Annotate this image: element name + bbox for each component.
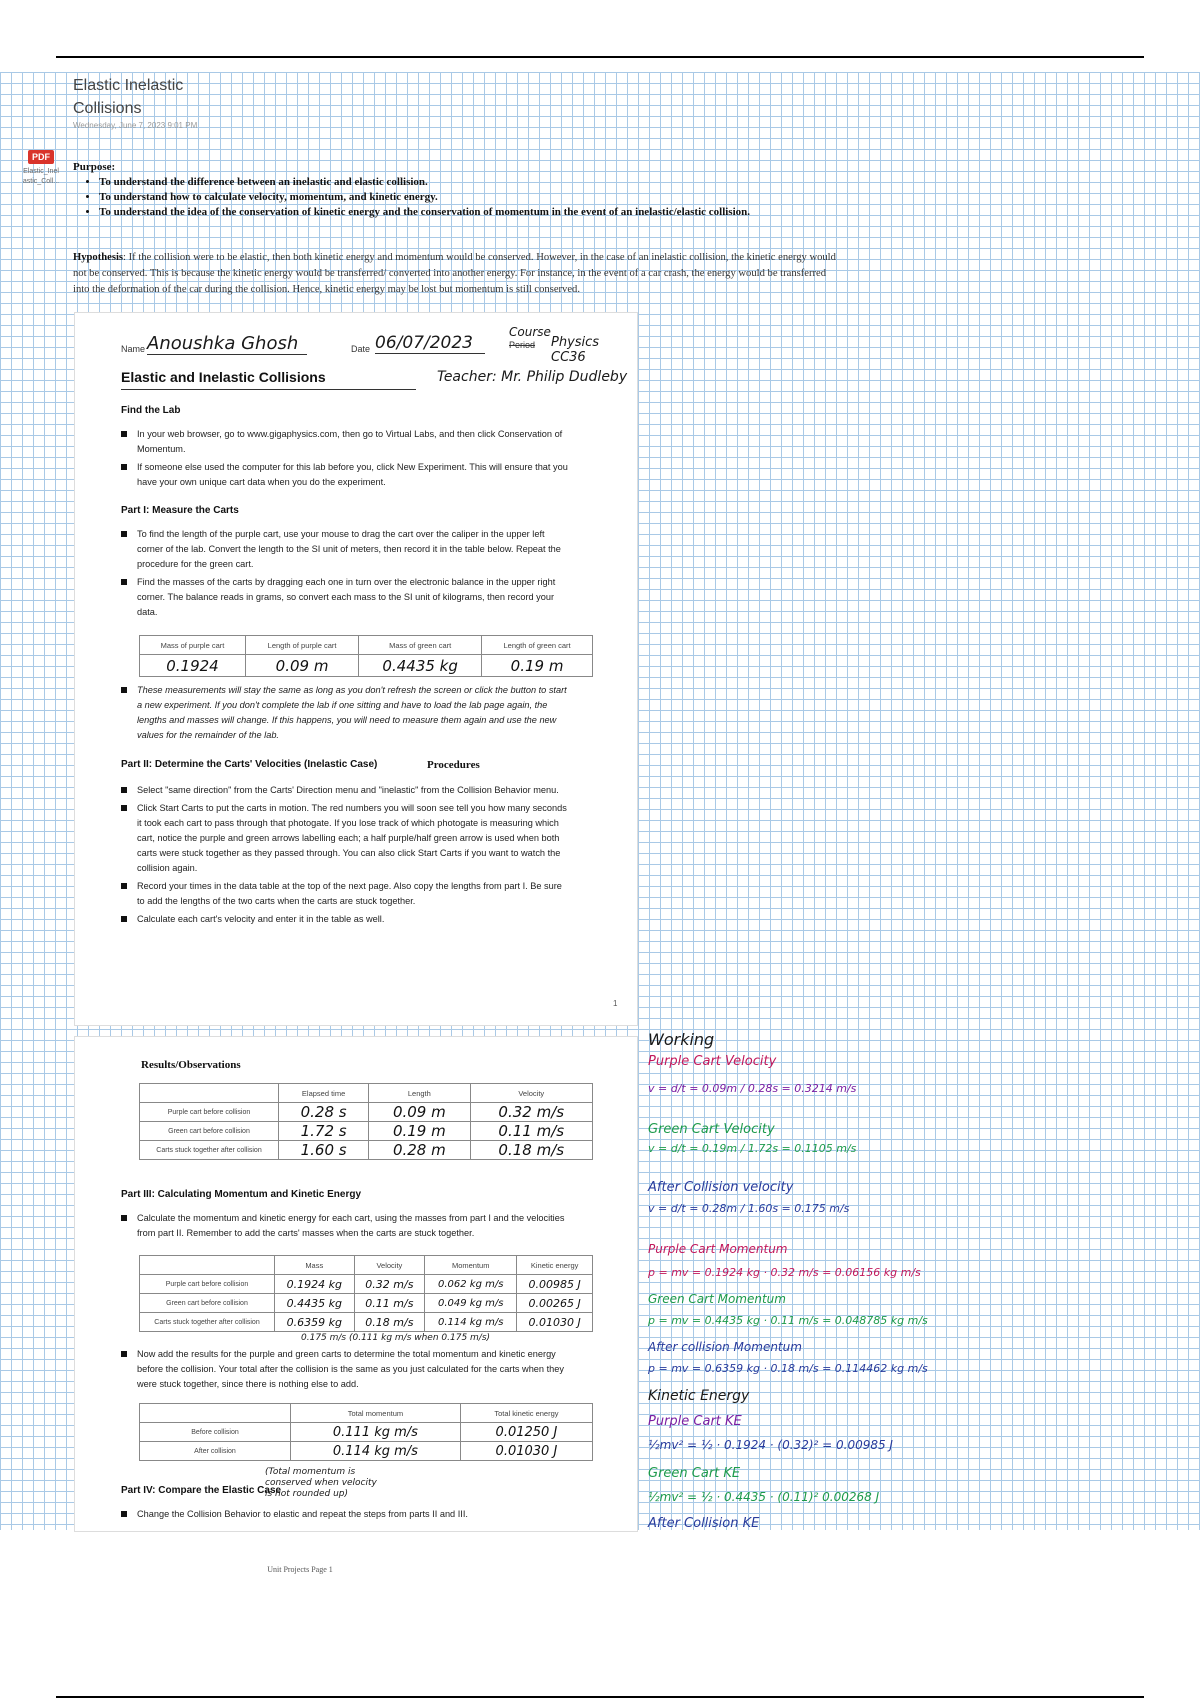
column-header	[140, 1256, 275, 1275]
working-line: p = mv = 0.1924 kg · 0.32 m/s = 0.06156 kg m/s	[648, 1266, 921, 1279]
table-cell: 0.01030 J	[517, 1313, 593, 1332]
table-cell: 0.111 kg m/s	[291, 1423, 461, 1442]
results-table	[139, 1083, 593, 1160]
table-cell: 0.19 m	[482, 655, 593, 677]
find-lab-heading: Find the Lab	[121, 405, 181, 416]
part2-heading: Part II: Determine the Carts' Velocities (Inelastic Case)	[121, 759, 378, 770]
column-header	[140, 1404, 291, 1423]
table-cell: 0.01250 J	[460, 1423, 592, 1442]
table-row	[140, 1275, 593, 1294]
working-line: ½mv² = ½ · 0.4435 · (0.11)² 0.00268 J	[648, 1490, 880, 1504]
page-footer: Unit Projects Page 1	[267, 1565, 333, 1574]
table-cell: 0.11 m/s	[470, 1122, 592, 1141]
column-header	[140, 1084, 279, 1103]
purpose-section	[73, 160, 833, 220]
bottom-rule	[56, 1696, 1144, 1698]
course-value: Physics CC36	[551, 335, 600, 365]
table-cell: 0.4435 kg	[359, 655, 482, 677]
worksheet-title: Elastic and Inelastic Collisions	[121, 369, 326, 385]
totals-note: (Total momentum is conserved when velocity is not rounded up)	[265, 1467, 377, 1499]
momentum-note: 0.175 m/s (0.111 kg m/s when 0.175 m/s)	[301, 1333, 491, 1343]
table-cell: 0.4435 kg	[275, 1294, 355, 1313]
hypothesis-label: Hypothesis	[73, 252, 124, 263]
column-header: Mass of green cart	[359, 636, 482, 655]
table-cell: 0.28 m	[369, 1141, 470, 1160]
table-row	[140, 1141, 593, 1160]
working-line: After Collision KE	[648, 1516, 760, 1531]
column-header: Total momentum	[291, 1404, 461, 1423]
column-header: Momentum	[425, 1256, 517, 1275]
working-line: Purple Cart Velocity	[648, 1054, 777, 1069]
list-item: To find the length of the purple cart, use your mouse to drag the cart over the caliper in the upper left corner of the lab. Convert the length to the SI unit of meters, then record it in the table below. Repeat the procedure for the green cart.	[121, 527, 571, 572]
purpose-item: • To understand the difference between an inelastic and elastic collision.	[99, 175, 833, 190]
row-label: Green cart before collision	[140, 1122, 279, 1141]
table-row	[140, 1103, 593, 1122]
working-line: p = mv = 0.4435 kg · 0.11 m/s = 0.048785 kg m/s	[648, 1314, 928, 1327]
working-line: v = d/t = 0.09m / 0.28s = 0.3214 m/s	[648, 1082, 857, 1095]
period-label: Period	[509, 340, 536, 350]
list-item: Now add the results for the purple and green carts to determine the total momentum and kinetic energy before the collision. Your total after the collision is the same as you just calculated for the carts when they were stuck together, since there is nothing else to add.	[121, 1347, 571, 1392]
working-line: Green Cart Momentum	[648, 1292, 786, 1306]
measurements-table	[139, 635, 593, 677]
working-line: Kinetic Energy	[648, 1388, 750, 1404]
date-label: Date	[351, 344, 371, 354]
part3-heading: Part III: Calculating Momentum and Kinetic Energy	[121, 1189, 362, 1200]
list-item: Find the masses of the carts by dragging each one in turn over the electronic balance in the upper right corner. The balance reads in grams, so convert each mass to the SI unit of kilograms, then record your data.	[121, 575, 571, 620]
column-header: Length of green cart	[482, 636, 593, 655]
list-item: Change the Collision Behavior to elastic and repeat the steps from parts II and III.	[121, 1507, 571, 1522]
hypothesis-text: : If the collision were to be elastic, then both kinetic energy and momentum would be conserved. However, in the case of an inelastic collision, the kinetic energy would not be conserved. This is because the kinetic energy would be transferred/ converted into another energy. For instance, in the event of a car crash, the energy would be transferred into the deformation of the car during the collision. Hence, kinetic energy may be lost but momentum is still conserved.	[73, 252, 836, 295]
attachment-name: Elastic_Inel astic_Coll...	[22, 168, 60, 185]
table-cell: 0.32 m/s	[470, 1103, 592, 1122]
worksheet-page-1	[74, 312, 638, 1026]
date-value: 06/07/2023	[375, 333, 485, 354]
working-line: After Collision velocity	[648, 1180, 794, 1195]
hypothesis	[73, 250, 843, 298]
table-cell: 0.114 kg m/s	[291, 1442, 461, 1461]
column-header: Mass	[275, 1256, 355, 1275]
table-cell: 0.00985 J	[517, 1275, 593, 1294]
working-title: Working	[648, 1030, 715, 1049]
table-cell: 1.72 s	[279, 1122, 369, 1141]
table-row	[140, 1442, 593, 1461]
working-line: ½mv² = ½ · 0.1924 · (0.32)² = 0.00985 J	[648, 1438, 893, 1452]
purpose-heading: Purpose:	[73, 161, 116, 173]
table-cell: 0.049 kg m/s	[425, 1294, 517, 1313]
name-value: Anoushka Ghosh	[147, 333, 307, 355]
name-label: Name	[121, 344, 146, 354]
teacher-name: Teacher: Mr. Philip Dudleby	[437, 369, 628, 385]
table-row	[140, 1313, 593, 1332]
part4-heading: Part IV: Compare the Elastic Case	[121, 1485, 282, 1496]
worksheet-page-2	[74, 1036, 638, 1532]
page-number: 1	[613, 999, 618, 1008]
row-label: Carts stuck together after collision	[140, 1141, 279, 1160]
course-label: Course	[509, 325, 551, 339]
column-header: Mass of purple cart	[140, 636, 246, 655]
list-item: Record your times in the data table at the top of the next page. Also copy the lengths from part I. Be sure to add the lengths of the two carts when the carts are stuck together.	[121, 879, 571, 909]
working-line: v = d/t = 0.19m / 1.72s = 0.1105 m/s	[648, 1142, 857, 1155]
table-cell: 0.00265 J	[517, 1294, 593, 1313]
row-label: After collision	[140, 1442, 291, 1461]
list-item: Calculate the momentum and kinetic energy for each cart, using the masses from part I and the velocities from part II. Remember to add the carts' masses when the carts are stuck together.	[121, 1211, 571, 1241]
column-header: Length of purple cart	[245, 636, 358, 655]
pdf-attachment[interactable]	[16, 150, 66, 187]
table-row	[140, 1122, 593, 1141]
table-cell: 0.09 m	[369, 1103, 470, 1122]
working-line: Green Cart Velocity	[648, 1122, 775, 1137]
table-cell: 0.1924	[140, 655, 246, 677]
working-line: p = mv = 0.6359 kg · 0.18 m/s = 0.114462 kg m/s	[648, 1362, 928, 1375]
table-row	[140, 1294, 593, 1313]
top-rule	[56, 56, 1144, 58]
list-item: In your web browser, go to www.gigaphysics.com, then go to Virtual Labs, and then click Conservation of Momentum.	[121, 427, 571, 457]
list-item: Click Start Carts to put the carts in motion. The red numbers you will soon see tell you how many seconds it took each cart to pass through that photogate. If you lose track of which photogate is measuring which cart, notice the purple and green arrows labelling each; a half purple/half green arrow is used when both carts were stuck together as they passed through. You can also click Start Carts if you want to watch the collision again.	[121, 801, 571, 876]
table-cell: 0.18 m/s	[470, 1141, 592, 1160]
list-item: Calculate each cart's velocity and enter it in the table as well.	[121, 912, 571, 927]
list-item: These measurements will stay the same as long as you don't refresh the screen or click the button to start a new experiment. If you don't complete the lab if one sitting and have to load the lab page again, the lengths and masses will change. If this happens, you will need to measure them again and use the new values for the remainder of the lab.	[121, 683, 571, 743]
column-header: Velocity	[470, 1084, 592, 1103]
column-header: Velocity	[354, 1256, 425, 1275]
column-header: Total kinetic energy	[460, 1404, 592, 1423]
row-label: Green cart before collision	[140, 1294, 275, 1313]
pdf-icon: PDF	[28, 150, 54, 164]
working-line: Purple Cart Momentum	[648, 1242, 788, 1256]
list-item: If someone else used the computer for this lab before you, click New Experiment. This will ensure that you have your own unique cart data when you do the experiment.	[121, 460, 571, 490]
table-cell: 0.01030 J	[460, 1442, 592, 1461]
note-date: Wednesday, June 7, 2023 9:01 PM	[73, 121, 198, 130]
purpose-item: • To understand how to calculate velocity, momentum, and kinetic energy.	[99, 190, 833, 205]
row-label: Purple cart before collision	[140, 1275, 275, 1294]
table-cell: 0.32 m/s	[354, 1275, 425, 1294]
results-heading: Results/Observations	[141, 1059, 241, 1071]
table-cell: 0.09 m	[245, 655, 358, 677]
table-cell: 0.28 s	[279, 1103, 369, 1122]
row-label: Carts stuck together after collision	[140, 1313, 275, 1332]
row-label: Before collision	[140, 1423, 291, 1442]
momentum-table	[139, 1255, 593, 1332]
table-cell: 0.18 m/s	[354, 1313, 425, 1332]
table-row	[140, 1423, 593, 1442]
working-line: After collision Momentum	[648, 1340, 802, 1354]
totals-table	[139, 1403, 593, 1461]
procedures-label: Procedures	[427, 759, 480, 771]
note-title: Elastic Inelastic Collisions	[73, 77, 184, 117]
working-line: Green Cart KE	[648, 1466, 741, 1481]
row-label: Purple cart before collision	[140, 1103, 279, 1122]
column-header: Length	[369, 1084, 470, 1103]
purpose-item: • To understand the idea of the conservation of kinetic energy and the conservation of momentum in the event of an inelastic/elastic collision.	[99, 205, 833, 220]
working-line: v = d/t = 0.28m / 1.60s = 0.175 m/s	[648, 1202, 850, 1215]
table-cell: 0.11 m/s	[354, 1294, 425, 1313]
list-item: Select "same direction" from the Carts' Direction menu and "inelastic" from the Collision Behavior menu.	[121, 783, 571, 798]
table-cell: 0.114 kg m/s	[425, 1313, 517, 1332]
table-cell: 0.6359 kg	[275, 1313, 355, 1332]
table-cell: 1.60 s	[279, 1141, 369, 1160]
part1-heading: Part I: Measure the Carts	[121, 505, 239, 516]
working-line: Purple Cart KE	[648, 1414, 742, 1429]
column-header: Kinetic energy	[517, 1256, 593, 1275]
table-cell: 0.19 m	[369, 1122, 470, 1141]
table-cell: 0.1924 kg	[275, 1275, 355, 1294]
column-header: Elapsed time	[279, 1084, 369, 1103]
table-cell: 0.062 kg m/s	[425, 1275, 517, 1294]
